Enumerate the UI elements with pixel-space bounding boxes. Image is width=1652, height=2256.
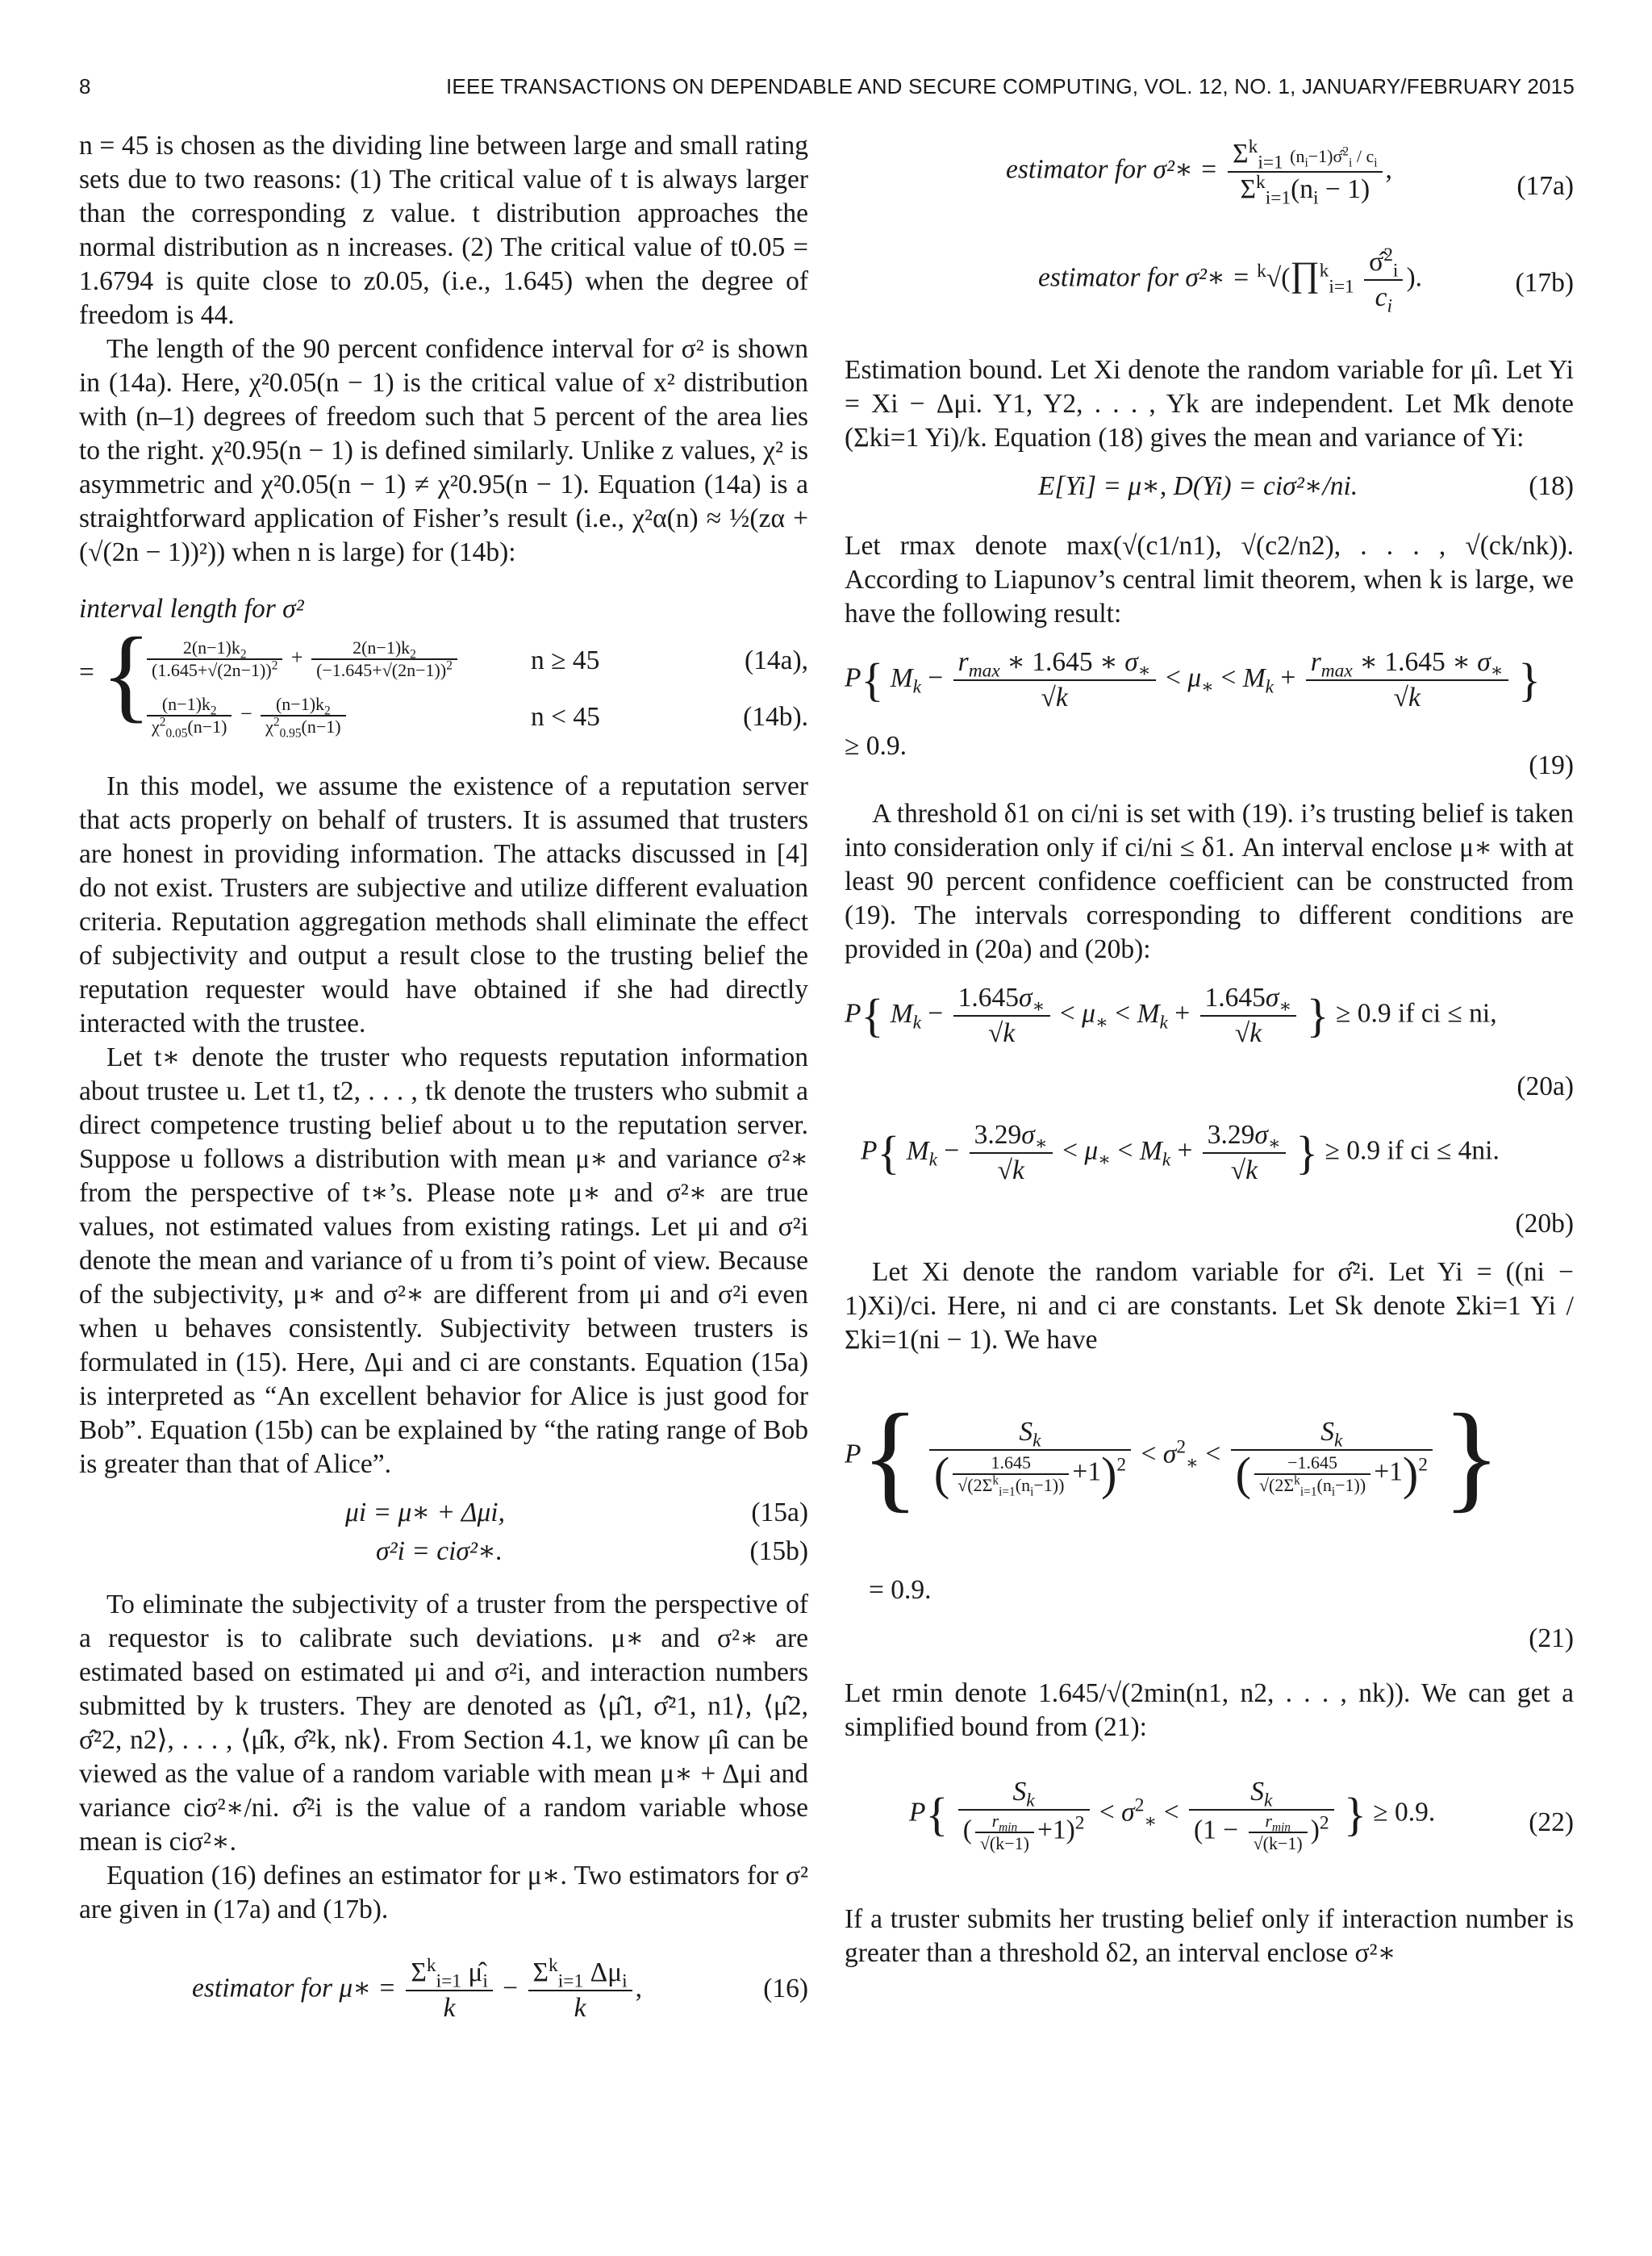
paragraph: Estimation bound. Let Xi denote the random variable for μ̂i. Let Yi = Xi − Δμi. Y1, Y2, . . . , Yk are independent. Let Mk denote (Σki=1 Yi)/k. Equation (18) gives the mean and variance of Yi: [845, 355, 1574, 453]
equation-number: (15a) [751, 1498, 808, 1527]
left-column [79, 129, 808, 2022]
paragraph: n = 45 is chosen as the dividing line between large and small rating sets due to two reasons: (1) The critical value of t is always larger than the corresponding z value. t distribution approaches the normal distribution as n increases. (2) The critical value of t0.05 = 1.6794 is quite close to z0.05, (i.e., 1.645) when the degree of freedom is 44. [79, 131, 808, 330]
equation-17b: estimator for σ²∗ = $^k$√(∏$^k_{i=1}$ $\frac{\sigmâ^2_i}{c_i}$ ). (17b) [1038, 244, 1574, 317]
equation-number: (16) [763, 1974, 808, 2003]
equation-number: (20b) [1515, 1209, 1574, 1239]
paragraph: If a truster submits her trusting belief only if interaction number is greater than a threshold δ2, an interval enclose σ²∗ [845, 1904, 1574, 1968]
condition-14a: n ≥ 45 [531, 645, 600, 675]
equation-number: (17a) [1516, 171, 1574, 201]
paragraph: Let t∗ denote the truster who requests reputation information about trustee u. Let t1, t2, . . . , tk denote the trusters who submit a direct competence trusting belief about u to the reputation server. Suppose u follows a distribution with mean μ∗ and variance σ²∗ from the perspective of t∗’s. Please note μ∗ and σ²∗ are true values, not estimated values from existing ratings. Let μi and σ²i denote the mean and variance of u from ti’s point of view. Because of the subjectivity, μ∗ and σ²∗ are different from μi and σ²i even when u behaves consistently. Subjectivity between trusters is formulated in (15). Here, Δμi and ci are constants. Equation (15a) is interpreted as “An excellent behavior for Alice is just good for Bob”. Equation (15b) can be explained by “the rating range of Bob is greater than that of Alice”. [79, 1042, 808, 1479]
equation-20a: P{ $M_k$ − $\frac{1.645\sigma_∗}{√k}$ < $\mu_∗ < M_k$ + $\frac{1.645\sigma_∗}{√k}$ } ≥ 0.9 if ci ≤ ni, (20a) [845, 981, 1574, 1118]
equation-number: (21) [1529, 1623, 1574, 1653]
equation-14-label: interval length for σ² [79, 594, 304, 624]
equation-15b: σ²i = ciσ²∗. (15b) [79, 1535, 808, 1573]
right-column [845, 129, 1574, 1970]
equation-14: = { $\frac{2(n-1)k_2}{(1.645+√(2n-1))^2}$ + $\frac{2(n-1)k_2}{(-1.645+√(2n-1))^2}$ $\frac{(n-1)k_2}{\chi^2_{0.05}(n-1)}$ − $\frac{(n-1)k_2}{\chi^2_{0.95}(n-1)}$ n ≥ 45 n < 45 (14a), (14b). [79, 616, 808, 741]
equation-number: (22) [1529, 1807, 1574, 1837]
equation-number: (14b). [743, 702, 808, 732]
paragraph: Let rmin denote 1.645/√(2min(n1, n2, . . . , nk)). We can get a simplified bound from (21): [845, 1678, 1574, 1742]
paragraph: Equation (16) defines an estimator for μ∗. Two estimators for σ² are given in (17a) and (17b). [79, 1861, 808, 1924]
equation-21: P{ $S_k$ ( $\frac{1.645}{√(2\Sigma^k_{i=1}(n_i-1))}$ +1)$^2$ < $\sigma^2_∗$ < $S_k$ ( $\frac{-1.645}{√(2\Sigma^k_{i=1}(n_i-1))}$ +1)$^2$ } = 0.9. (21) [845, 1380, 1574, 1662]
equation-17a: estimator for σ²∗ = $\frac{\Sigma^k_{i=1} (n_i-1)\sigmâ^2_i / c_i}{\Sigma^k_{i=1}(n_i - 1)}$ , (17a) [1006, 136, 1574, 209]
equation-number: (20a) [1516, 1072, 1574, 1101]
condition-14b: n < 45 [531, 702, 600, 732]
paragraph: Let Xi denote the random variable for σ̂²i. Let Yi = ((ni − 1)Xi)/ci. Here, ni and ci are constants. Let Sk denote Σki=1 Yi / Σki=1(ni − 1). We have [845, 1257, 1574, 1355]
equation-16: estimator for μ∗ = $\frac{\Sigma^k_{i=1} \mû_i}{k}$ − $\frac{\Sigma^k_{i=1} \Delta\mu_i}{k}$ , (16) [192, 1954, 808, 2023]
equation-number: (17b) [1515, 268, 1574, 298]
equation-19: P{ $M_k$ − $\frac{r_{max} ∗ 1.645 ∗ \sigma_∗}{√k}$ < $\mu_∗ < M_k$ + $\frac{r_{max} ∗ 1.645 ∗ \sigma_∗}{√k}$ } ≥ 0.9. (19) [845, 645, 1574, 783]
paragraph: Let rmax denote max(√(c1/n1), √(c2/n2), . . . , √(ck/nk)). According to Liapunov’s central limit theorem, when k is large, we have the following result: [845, 531, 1574, 629]
paragraph: The length of the 90 percent confidence interval for σ² is shown in (14a). Here, χ²0.05(n − 1) is the critical value of x² distribution with (n–1) degrees of freedom such that 5 percent of the area lies to the right. χ²0.95(n − 1) is defined similarly. Unlike z values, χ² is asymmetric and χ²0.05(n − 1) ≠ χ²0.95(n − 1). Equation (14a) is a straightforward application of Fisher’s result (i.e., χ²α(n) ≈ ½(zα + (√(2n − 1))²)) when n is large) for (14b): [79, 334, 808, 567]
journal-header: IEEE TRANSACTIONS ON DEPENDABLE AND SECURE COMPUTING, VOL. 12, NO. 1, JANUARY/FEBRUARY 2015 [446, 74, 1575, 98]
paragraph: In this model, we assume the existence of a reputation server that acts properly on behalf of trusters. It is assumed that trusters are honest in providing information. The attacks discussed in [4] do not exist. Trusters are subjective and utilize different evaluation criteria. Reputation aggregation methods shall eliminate the effect of subjectivity and output a result close to the trusting belief the reputation requester would have obtained if she had directly interacted with the trustee. [79, 771, 808, 1038]
equation-number: (19) [1529, 750, 1574, 780]
equation-number: (15b) [749, 1536, 808, 1566]
page-number: 8 [79, 74, 91, 98]
equation-number: (14a), [744, 645, 808, 675]
equation-18: E[Yi] = μ∗, D(Yi) = ciσ²∗/ni. (18) [845, 470, 1574, 515]
paragraph: To eliminate the subjectivity of a truster from the perspective of a requestor is to calibrate such deviations. μ∗ and σ²∗ are estimated based on estimated μi and σ²i, and interaction numbers submitted by k trusters. They are denoted as ⟨μ̂1, σ̂²1, n1⟩, ⟨μ̂2, σ̂²2, n2⟩, . . . , ⟨μ̂k, σ̂²k, nk⟩. From Section 4.1, we know μ̂i can be viewed as the value of a random variable with mean μ∗ + Δμi and variance ciσ²∗/ni. σ̂²i is the value of a random variable whose mean is ciσ²∗. [79, 1590, 808, 1857]
equation-number: (18) [1529, 471, 1574, 501]
page-header [79, 74, 1575, 107]
paragraph: A threshold δ1 on ci/ni is set with (19). i’s trusting belief is taken into consideration only if ci/ni ≤ δ1. An interval enclose μ∗ with at least 90 percent confidence coefficient can be constructed from (19). The intervals corresponding to different conditions are provided in (20a) and (20b): [845, 799, 1574, 964]
equation-15a: μi = μ∗ + Δμi, (15a) [79, 1496, 808, 1535]
equation-20b: P{ $M_k$ − $\frac{3.29\sigma_∗}{√k}$ < $\mu_∗ < M_k$ + $\frac{3.29\sigma_∗}{√k}$ } ≥ 0.9 if ci ≤ 4ni. (20b) [845, 1118, 1574, 1255]
equation-22: P{ $S_k$ ( $\frac{r_{min}}{√(k-1)}$ +1)$^2$ < $\sigma^2_∗$ < $S_k$ (1 − $\frac{r_{min}}{√(k-1)}$ )$^2$ } ≥ 0.9. (22) [909, 1777, 1574, 1853]
